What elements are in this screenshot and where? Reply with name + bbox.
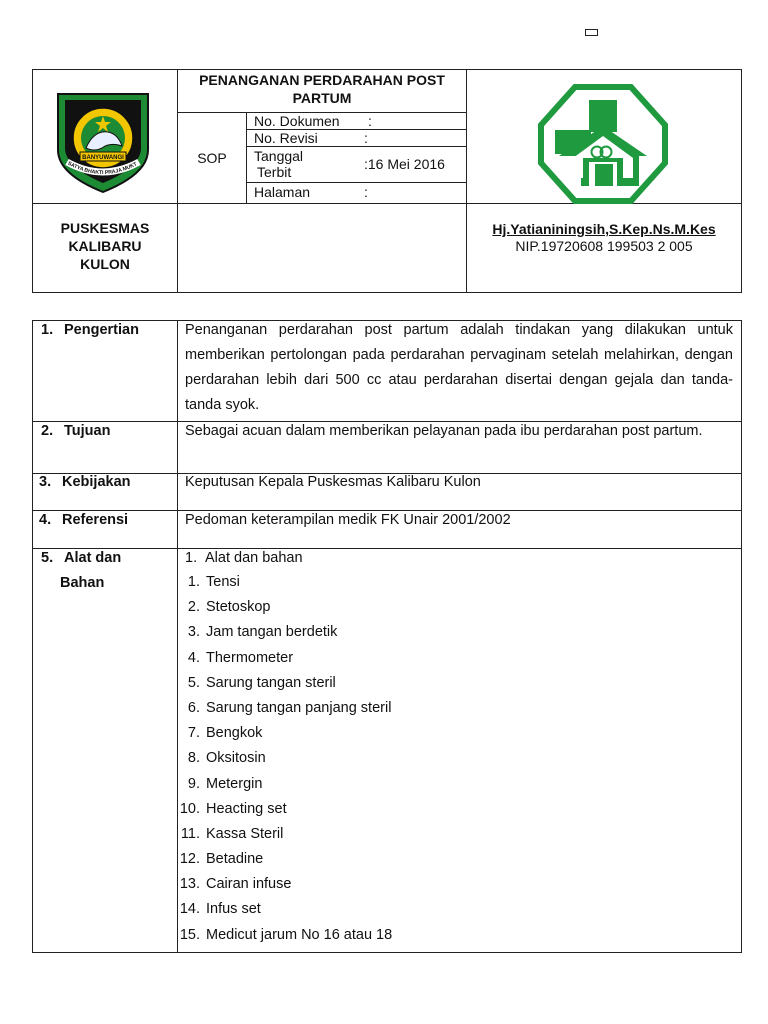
section-4-number: 4. (39, 512, 52, 528)
list-item-label: Betadine (206, 851, 264, 868)
list-item (176, 797, 716, 822)
list-item-label: Sarung tangan steril (206, 674, 336, 691)
list-item-number: 2. (187, 599, 200, 616)
section-5-title-line1: Alat dan (64, 550, 122, 566)
org-name-line3: KULON (80, 256, 130, 272)
list-item-label: Jam tangan berdetik (206, 624, 338, 641)
list-item (176, 620, 716, 645)
section-4-title: Referensi (62, 512, 129, 528)
section-1-number: 1. (41, 322, 54, 338)
list-item-number: 7. (187, 725, 200, 742)
section-1-text: Penanganan perdarahan post partum adalah tindakan yang dilakukan untuk memberikan pertolongan pada perdarahan pervaginam setelah melahirkan, dengan perdarahan lebih dari 500 cc atau perdarahan disertai dengan gejala dan tanda-tanda syok. (185, 322, 733, 413)
section-2-title: Tujuan (64, 423, 111, 439)
list-item (176, 671, 716, 696)
list-item (176, 923, 716, 948)
list-item (176, 570, 716, 595)
list-item-number: 6. (187, 699, 200, 716)
section-3-number: 3. (39, 474, 52, 490)
document-title-line1: PENANGANAN PERDARAHAN POST (199, 72, 445, 88)
crest-motto-text: SATYA BHAKTI PRAJA MUKT (66, 160, 139, 177)
list-item-number: 15. (179, 926, 200, 943)
list-item (176, 595, 716, 620)
list-item-label: Heacting set (206, 800, 287, 817)
meta-label-no-revisi: No. Revisi (254, 130, 318, 146)
list-item-label: Cairan infuse (206, 876, 292, 893)
meta-value-no-dokumen: : (368, 113, 372, 129)
org-name-line1: PUSKESMAS (60, 220, 150, 236)
document-title-line2: PARTUM (292, 90, 352, 106)
section-3-text: Keputusan Kepala Puskesmas Kalibaru Kulon (185, 474, 481, 490)
meta-label-tanggal: Tanggal (254, 148, 304, 164)
meta-label-terbit: Terbit (257, 164, 292, 180)
list-item-number: 4. (187, 649, 200, 666)
list-item (176, 696, 716, 721)
signer-nip: NIP.19720608 199503 2 005 (515, 238, 693, 254)
list-item-number: 3. (187, 624, 200, 641)
list-item-number: 1. (187, 574, 200, 590)
meta-value-halaman: : (364, 184, 368, 200)
meta-label-no-dokumen: No. Dokumen (254, 113, 340, 129)
list-item-label: Kassa Steril (206, 825, 284, 842)
list-item-number: 14. (179, 901, 200, 918)
banyuwangi-crest-icon (52, 90, 154, 194)
list-item (176, 646, 716, 671)
list-item-number: 11. (180, 825, 200, 842)
equipment-list (176, 570, 716, 948)
section-2-number: 2. (41, 423, 54, 439)
sop-label: SOP (197, 150, 227, 166)
page-marker (585, 29, 598, 36)
list-item-label: Thermometer (206, 649, 294, 666)
list-item-label: Infus set (206, 901, 261, 918)
section-4-text: Pedoman keterampilan medik FK Unair 2001/2002 (185, 512, 511, 528)
list-item-number: 10. (179, 800, 200, 817)
list-item (176, 872, 716, 897)
list-item (176, 721, 716, 746)
list-item-label: Bengkok (206, 725, 263, 742)
crest-banner-text: BANYUWANGI (82, 155, 124, 161)
list-item (176, 897, 716, 922)
list-item-number: 9. (187, 775, 200, 792)
list-item-label: Sarung tangan panjang steril (206, 699, 392, 716)
list-item-number: 5. (187, 674, 200, 691)
meta-value-tanggal-terbit: :16 Mei 2016 (364, 156, 445, 172)
list-item-label: Stetoskop (206, 599, 271, 616)
list-item-number: 12. (179, 851, 200, 868)
list-item-label: Oksitosin (206, 750, 266, 767)
list-item-label: Medicut jarum No 16 atau 18 (206, 926, 393, 943)
list-item-number: 8. (187, 750, 200, 767)
meta-label-halaman: Halaman (254, 184, 311, 200)
list-item-label: Metergin (206, 775, 263, 792)
signer-name: Hj.Yatianiningsih,S.Kep.Ns.M.Kes (492, 221, 716, 237)
list-item-number: 13. (179, 876, 200, 893)
equipment-heading-number: 1. (185, 550, 198, 566)
section-5-number: 5. (41, 550, 54, 566)
list-item-label: Tensi (206, 574, 240, 590)
meta-value-no-revisi: : (364, 130, 368, 146)
list-item (176, 772, 716, 797)
list-item (176, 822, 716, 847)
section-1-title: Pengertian (64, 322, 139, 338)
list-item (176, 746, 716, 771)
section-5-title-line2: Bahan (60, 575, 105, 591)
list-item (176, 847, 716, 872)
puskesmas-logo-icon (537, 84, 669, 206)
equipment-heading: Alat dan bahan (205, 550, 303, 566)
org-name-line2: KALIBARU (68, 238, 142, 254)
section-3-title: Kebijakan (62, 474, 131, 490)
section-2-text: Sebagai acuan dalam memberikan pelayanan pada ibu perdarahan post partum. (185, 423, 703, 439)
